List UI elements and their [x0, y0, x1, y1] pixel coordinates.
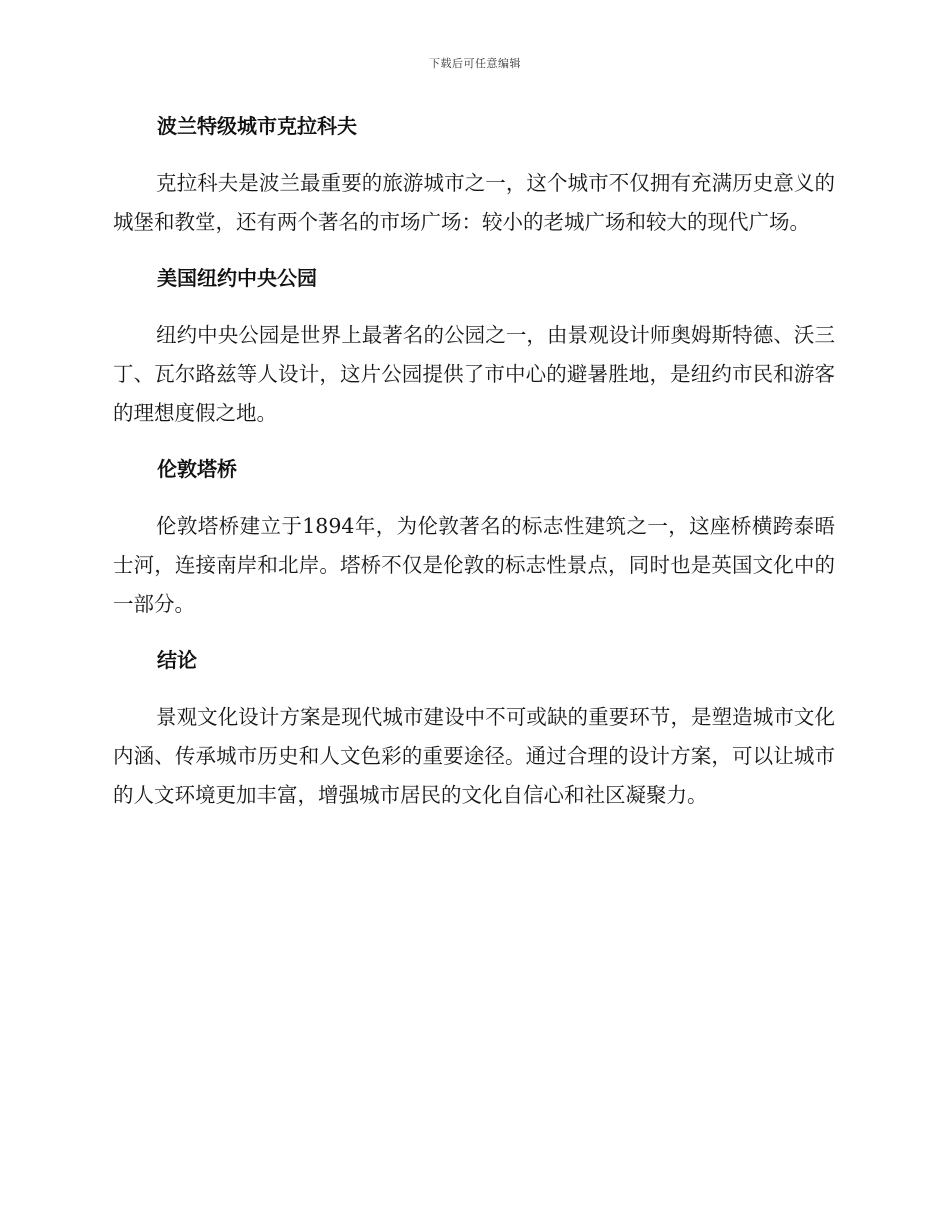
section-tower-bridge — [113, 455, 835, 624]
section-central-park — [113, 264, 835, 433]
section-paragraph: 纽约中央公园是世界上最著名的公园之一，由景观设计师奥姆斯特德、沃三丁、瓦尔路兹等人设计，这片公园提供了市中心的避暑胜地，是纽约市民和游客的理想度假之地。 — [113, 323, 835, 425]
section-heading: 结论 — [157, 648, 197, 672]
section-paragraph: 景观文化设计方案是现代城市建设中不可或缺的重要环节，是塑造城市文化内涵、传承城市历史和人文色彩的重要途径。通过合理的设计方案，可以让城市的人文环境更加丰富，增强城市居民的文化自信心和社区凝聚力。 — [113, 705, 835, 807]
section-conclusion — [113, 646, 835, 815]
page-header: 下载后可任意编辑 — [429, 57, 521, 70]
section-krakow — [113, 112, 835, 242]
section-heading: 伦敦塔桥 — [157, 457, 237, 481]
document-body — [113, 112, 835, 837]
section-paragraph: 伦敦塔桥建立于1894年，为伦敦著名的标志性建筑之一，这座桥横跨泰晤士河，连接南岸和北岸。塔桥不仅是伦敦的标志性景点，同时也是英国文化中的一部分。 — [113, 514, 835, 616]
section-heading: 波兰特级城市克拉科夫 — [157, 114, 357, 138]
section-paragraph: 克拉科夫是波兰最重要的旅游城市之一，这个城市不仅拥有充满历史意义的城堡和教堂，还有两个著名的市场广场：较小的老城广场和较大的现代广场。 — [113, 171, 835, 234]
section-heading: 美国纽约中央公园 — [157, 266, 317, 290]
